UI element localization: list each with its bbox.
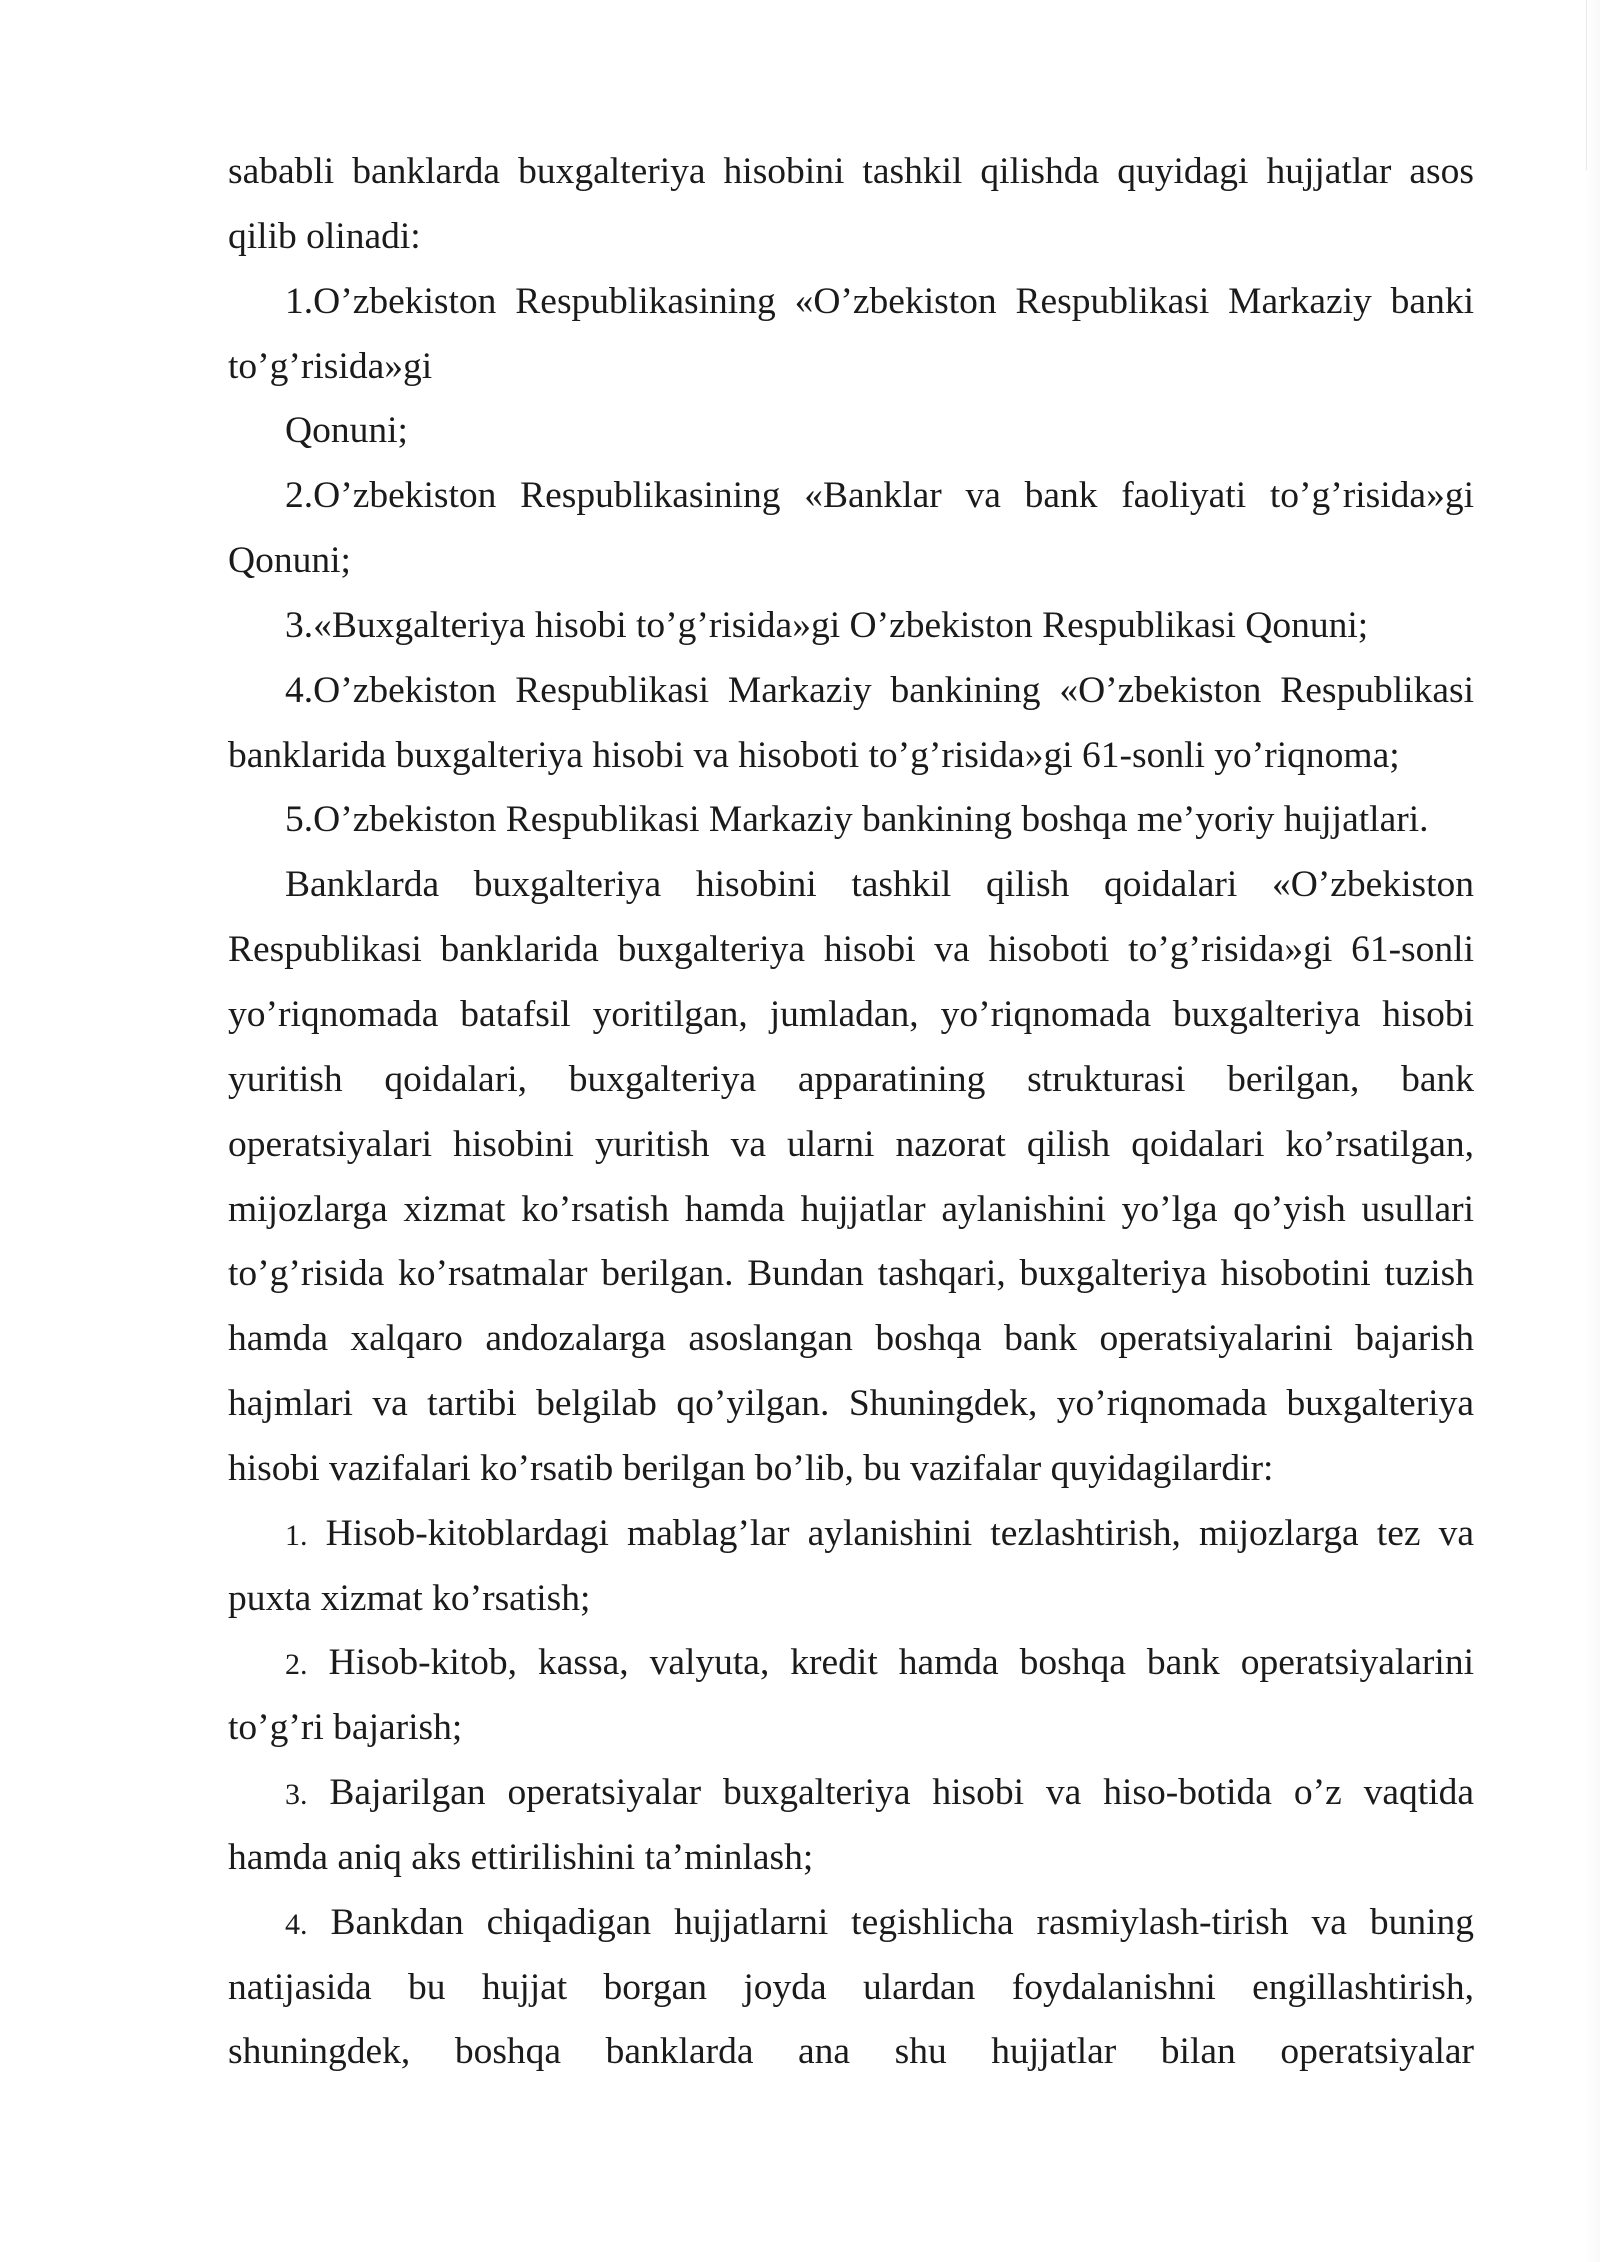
text-line: Qonuni; xyxy=(228,540,351,582)
text-line: operatsiyalari hisobini yuritish va ularni nazorat qilish qoidalari ko’rsatilgan, xyxy=(228,1123,1474,1165)
scan-edge-line xyxy=(1586,0,1587,170)
text-line xyxy=(228,1502,1474,1567)
document-body xyxy=(228,140,1474,2085)
list-item-number: 3. xyxy=(285,1778,308,1812)
paragraph xyxy=(228,399,1474,464)
text-line xyxy=(228,1891,1474,1956)
text-line: qilib olinadi: xyxy=(228,215,421,257)
text-line: Respublikasi banklarida buxgalteriya hisobi va hisoboti to’g’risida»gi 61-sonli xyxy=(228,929,1474,971)
list-item-text: Hisob-kitob, kassa, valyuta, kredit hamda boshqa bank operatsiyalarini xyxy=(328,1642,1475,1684)
text-line xyxy=(228,1631,1474,1696)
text-line: mijozlarga xizmat ko’rsatish hamda hujjatlar aylanishini yo’lga qo’yish usullari xyxy=(228,1188,1474,1230)
paragraph xyxy=(228,270,1474,400)
list-item-number: 1. xyxy=(285,1518,308,1552)
text-line: puxta xizmat ko’rsatish; xyxy=(228,1577,591,1619)
text-line: to’g’ri bajarish; xyxy=(228,1707,463,1749)
list-item xyxy=(228,1631,1474,1761)
text-line: 1.O’zbekiston Respublikasining «O’zbekiston Respublikasi Markaziy banki xyxy=(285,280,1474,322)
text-line: yuritish qoidalari, buxgalteriya apparatining strukturasi berilgan, bank xyxy=(228,1058,1474,1100)
text-line: Qonuni; xyxy=(285,410,408,452)
paragraph xyxy=(228,853,1474,1501)
paragraph xyxy=(228,788,1474,853)
text-line xyxy=(228,1761,1474,1826)
text-line: hisobi vazifalari ko’rsatib berilgan bo’lib, bu vazifalar quyidagilardir: xyxy=(228,1447,1274,1489)
text-line: 3.«Buxgalteriya hisobi to’g’risida»gi O’zbekiston Respublikasi Qonuni; xyxy=(285,604,1369,646)
text-line: to’g’risida ko’rsatmalar berilgan. Bundan tashqari, buxgalteriya hisobotini tuzish xyxy=(228,1253,1474,1295)
paragraph xyxy=(228,594,1474,659)
text-line: shuningdek, boshqa banklarda ana shu hujjatlar bilan operatsiyalar xyxy=(228,2031,1474,2073)
text-line: hamda aniq aks ettirilishini ta’minlash; xyxy=(228,1836,814,1878)
text-line: sababli banklarda buxgalteriya hisobini tashkil qilishda quyidagi hujjatlar asos xyxy=(228,151,1474,192)
list-item-number: 2. xyxy=(285,1648,308,1682)
text-line: to’g’risida»gi xyxy=(228,345,433,387)
list-item-text: Bajarilgan operatsiyalar buxgalteriya hisobi va hiso-botida o’z vaqtida xyxy=(329,1772,1475,1814)
page-edge-shadow xyxy=(1584,0,1600,2262)
text-line: hamda xalqaro andozalarga asoslangan boshqa bank operatsiyalarini bajarish xyxy=(228,1318,1474,1360)
list-item-text: Hisob-kitoblardagi mablag’lar aylanishini tezlashtirish, mijozlarga tez va xyxy=(325,1512,1475,1554)
paragraph xyxy=(228,659,1474,789)
list-item-number: 4. xyxy=(285,1907,308,1941)
text-line: banklarida buxgalteriya hisobi va hisoboti to’g’risida»gi 61-sonli yo’riqnoma; xyxy=(228,734,1400,776)
list-item xyxy=(228,1891,1474,2086)
text-line: Banklarda buxgalteriya hisobini tashkil qilish qoidalari «O’zbekiston xyxy=(285,864,1474,906)
paragraph xyxy=(228,464,1474,594)
text-line: yo’riqnomada batafsil yoritilgan, jumladan, yo’riqnomada buxgalteriya hisobi xyxy=(228,993,1474,1035)
text-line: 2.O’zbekiston Respublikasining «Banklar va bank faoliyati to’g’risida»gi xyxy=(285,475,1474,517)
text-line: hajmlari va tartibi belgilab qo’yilgan. Shuningdek, yo’riqnomada buxgalteriya xyxy=(228,1383,1474,1425)
list-item xyxy=(228,1502,1474,1632)
list-item xyxy=(228,1761,1474,1891)
paragraph xyxy=(228,140,1474,270)
text-line: 5.O’zbekiston Respublikasi Markaziy bankining boshqa me’yoriy hujjatlari. xyxy=(285,799,1429,841)
list-item-text: Bankdan chiqadigan hujjatlarni tegishlicha rasmiylash-tirish va buning xyxy=(330,1901,1475,1943)
text-line: 4.O’zbekiston Respublikasi Markaziy bankining «O’zbekiston Respublikasi xyxy=(285,669,1474,711)
text-line: natijasida bu hujjat borgan joyda ulardan foydalanishni engillashtirish, xyxy=(228,1966,1474,2008)
